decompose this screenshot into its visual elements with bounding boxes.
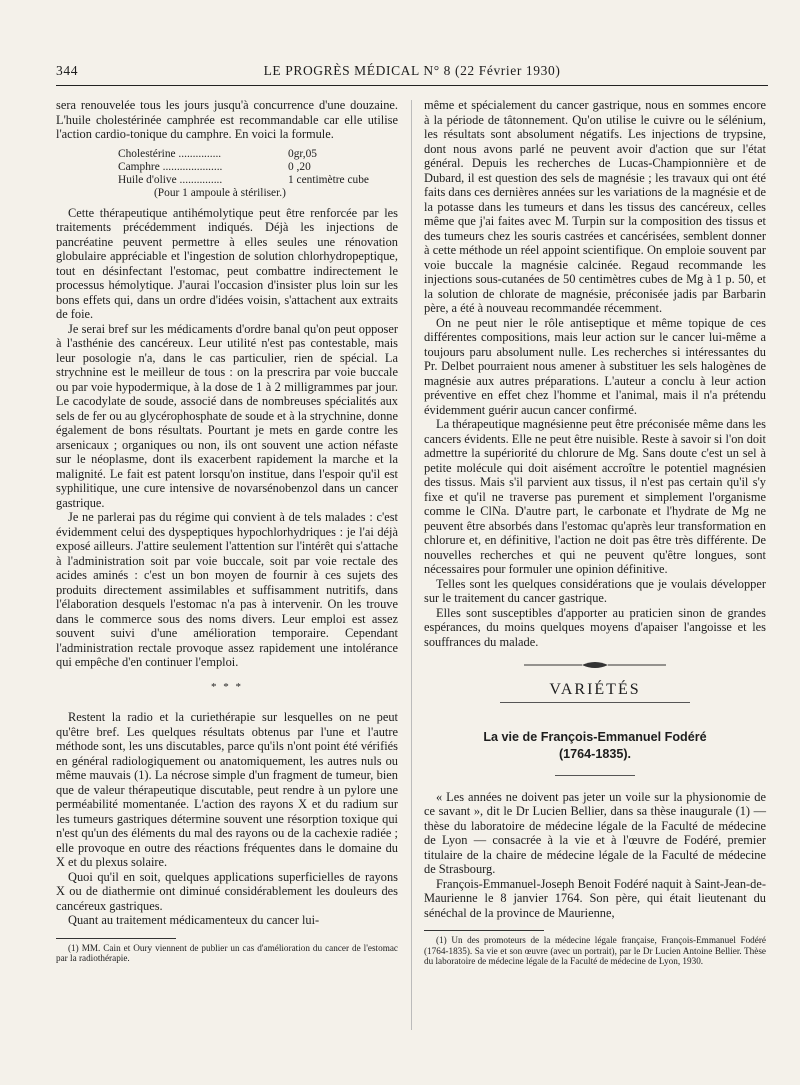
page-number: 344 <box>56 63 79 78</box>
paragraph: La thérapeutique magnésienne peut être préconisée même dans les cancers évidents. Elle ne peut être nuisible. Reste à savoir si l'on doit admettre la supériorité du chlorure de Mg. Sans doute c'est un sel à petite molécule qui doit aisément accroître le potentiel magnésien des tissus. Mais s'il parvient aux tissus, il n'est pas certain qu'il s'y fixe et qu'il ne traverse pas purement et simplement l'organisme comme le ClNa. D'autre part, le carbonate et l'hydrate de Mg ne peuvent être absorbés dans l'estomac qu'après leur transformation en chlorure et, en définitive, l'action ne doit pas être très différente. De nouvelles recherches et qui ne peuvent qu'être longues, sont nécessaires pour formuler une opinion définitive. <box>424 417 766 576</box>
paragraph: Je ne parlerai pas du régime qui convient à de tels malades : c'est évidemment celui des dyspeptiques hypochlorhydriques : je l'ai déjà exposé ailleurs. J'attire seulement l'attention sur l'intérêt qui s'attache à l'administration soit par voie buccale, soit par voie rectale des acides aminés : c'est un bon moyen de fournir à ces sujets des produits directement assimilables et suffisamment nutritifs, dans l'élaboration desquels l'estomac n'a pas à intervenir. On les trouve dans le commerce sous des noms divers. Leur emploi est assez souvent suivi d'une amélioration temporaire. Cependant l'administration rectale provoque assez rapidement une intolérance qui empêche d'en continuer l'emploi. <box>56 510 398 669</box>
section-heading: VARIÉTÉS <box>549 681 641 698</box>
paragraph: sera renouvelée tous les jours jusqu'à concurrence d'une douzaine. L'huile cholestérinée camphrée est recommandable car elle utilise l'action cardio-tonique du camphre. En voici la formule. <box>56 98 398 141</box>
paragraph: Quant au traitement médicamenteux du cancer lui- <box>68 913 320 927</box>
article-title <box>424 729 766 763</box>
article-title-line: La vie de François-Emmanuel Fodéré <box>483 729 707 744</box>
formula-row <box>118 174 398 187</box>
formula-row <box>118 148 398 161</box>
paragraph: On ne peut nier le rôle antiseptique et même topique de ces différentes compositions, mais leur action sur le cancer lui-même a toujours paru absolument nulle. Les recherches si intéressantes du Pr. Delbet pourraient nous amener à substituer les sels halogènes de magnésie aux autres préparations. L'auteur a conclu à leur action préventive en effet chez l'homme et l'animal, mais il n'a prétendu évidemment guérir aucun cancer confirmé. <box>424 315 766 417</box>
paragraph: Restent la radio et la curiethérapie sur lesquelles on ne peut qu'être bref. Les quelques résultats obtenus par l'une et l'autre méthode sont, les uns discutables, parce qu'ils n'ont point été vérifiés en général radiologiquement ou anatomiquement, les autres nuls ou même mauvais (1). La nécrose simple d'un fragment de tumeur, bien que de valeur thérapeutique discutable, peut rendre à un pylore une perméabilité momentanée. L'action des rayons X et du radium sur les tumeurs gastriques détermine souvent une résorption toxique qui n'est qu'un des éléments du mal des rayons ou de la cachexie radiée ; elle provoque en outre des réactions fréquentes dans le domaine du X et du plexus solaire. <box>56 710 398 869</box>
section-heading-rule <box>500 702 690 703</box>
column-divider <box>411 100 412 1030</box>
formula-ingredient: Cholestérine ............... <box>118 147 222 160</box>
page-header <box>56 61 768 83</box>
paragraph: même et spécialement du cancer gastrique, nous en sommes encore à la période de tâtonnement. Qu'on utilise le cuivre ou le sélénium, les résultats sont absolument négatifs. Les injections de trypsine, dont nous avons parlé ne peuvent avoir d'action que sur l'état général. Depuis les recherches de Lucas-Championnière et de Dubard, il est question des sels de magnésie ; les travaux qui ont été faits dans ces dernières années sur les variations de la magnésie et de la potasse dans les tumeurs et dans les tissus des cancéreux, celles même que j'ai faites avec M. Turpin sur la composition des tissus et des tumeurs chez les souris castrées et cancérisées, semblent donner à cette méthode un réel appoint scientifique. On emploie souvent par voie buccale la magnésie calcinée. Regaud recommande les injections sous-cutanées de 50 centimètres cubes de Mg à 1 p. 50, et la solution de chlorate de magnésie, préconisée jadis par Barbarin père, a été à nouveau recommandée récemment. <box>424 98 766 315</box>
paragraph: Je serai bref sur les médicaments d'ordre banal qu'on peut opposer à l'asthénie des cancéreux. Leur utilité n'est pas contestable, mais leur posologie n'a, dans le cas particulier, rien de spécial. La strychnine est le meilleur de tous : on la prescrira par voie buccale ou par voie hypodermique, à la dose de 1 à 2 milligrammes par jour. Le cacodylate de soude, associé dans de nombreuses spécialités aux sels de fer ou au glycérophosphate de soude et à la strychnine, donne également de bons résultats. Pourtant je mets en garde contre les arsenicaux ; organiques ou non, ils ont souvent une action néfaste sur le néoplasme, dont ils exacerbent rapidement la marche et la malignité. Le fait est patent lorsqu'on institue, dans l'espoir qu'il est syphilitique, une cure intensive de novarsénobenzol dans un cancer gastrique. <box>56 321 398 510</box>
article-title-dates: (1764-1835). <box>558 746 632 761</box>
left-column <box>56 98 398 964</box>
right-column <box>424 98 766 967</box>
formula-ingredient: Camphre ..................... <box>118 160 223 173</box>
header-rule <box>56 85 768 86</box>
footnote: (1) Un des promoteurs de la médecine légale française, François-Emmanuel Fodéré (1764-1835). Sa vie et son œuvre (avec un portrait), par le Dr Lucien Antoine Bellier. Thèse du laboratoire de médecine légale de la Faculté de médecine de Lyon, 1930. <box>424 935 766 966</box>
formula-block <box>118 148 398 200</box>
paragraph: Telles sont les quelques considérations que je voulais développer sur le traitement du cancer gastrique. <box>424 576 766 605</box>
formula-quantity: 0gr,05 <box>288 147 317 160</box>
ornament-divider <box>520 659 670 671</box>
formula-ingredient: Huile d'olive ............... <box>118 173 223 186</box>
running-title: LE PROGRÈS MÉDICAL N° 8 (22 Février 1930) <box>263 63 561 78</box>
paragraph: Quoi qu'il en soit, quelques applications superficielles de rayons X ou de diathermie ont diminué considérablement les douleurs des cancéreux gastriques. <box>56 869 398 913</box>
paragraph: Elles sont susceptibles d'apporter au praticien sinon de grandes espérances, du moins quelques moyens d'apaiser l'angoisse et les souffrances du malade. <box>424 605 766 649</box>
footnote-rule <box>424 930 544 931</box>
paragraph: Cette thérapeutique antihémolytique peut être renforcée par les traitements précédemment indiqués. Déjà les injections de pancréatine peuvent permettre à elles seules une rénovation globulaire appréciable et l'ingestion de solution chlorhydropeptique, tout en désinfectant l'estomac, peut combattre indirectement le processus hémolytique. J'aurai l'occasion d'insister plus loin sur les bons effets qui, dans un ordre d'idées voisin, s'attachent aux extraits de foie. <box>56 205 398 321</box>
footnote: (1) MM. Cain et Oury viennent de publier un cas d'amélioration du cancer de l'estomac par la radiothérapie. <box>56 942 398 963</box>
paragraph: « Les années ne doivent pas jeter un voile sur la physionomie de ce savant », dit le Dr Lucien Bellier, dans sa thèse inaugurale (1) — thèse du laboratoire de médecine légale de la Faculté de médecine de Lyon — consacrée à la vie et à l'œuvre de Fodéré, premier titulaire de la chaire de médecine légale de la Faculté de médecine de Strasbourg. <box>424 789 766 876</box>
article-title-rule <box>555 775 635 776</box>
formula-row <box>118 161 398 174</box>
footnote-rule <box>56 938 176 939</box>
paragraph: François-Emmanuel-Joseph Benoit Fodéré naquit à Saint-Jean-de-Maurienne le 8 janvier 1764. Son père, qui était lieutenant du sénéchal de la province de Maurienne, <box>424 876 766 920</box>
formula-note: (Pour 1 ampoule à stériliser.) <box>154 186 286 199</box>
formula-quantity: 0 ,20 <box>288 160 311 173</box>
formula-quantity: 1 centimètre cube <box>288 173 369 186</box>
section-separator-stars: * * * <box>211 680 243 693</box>
